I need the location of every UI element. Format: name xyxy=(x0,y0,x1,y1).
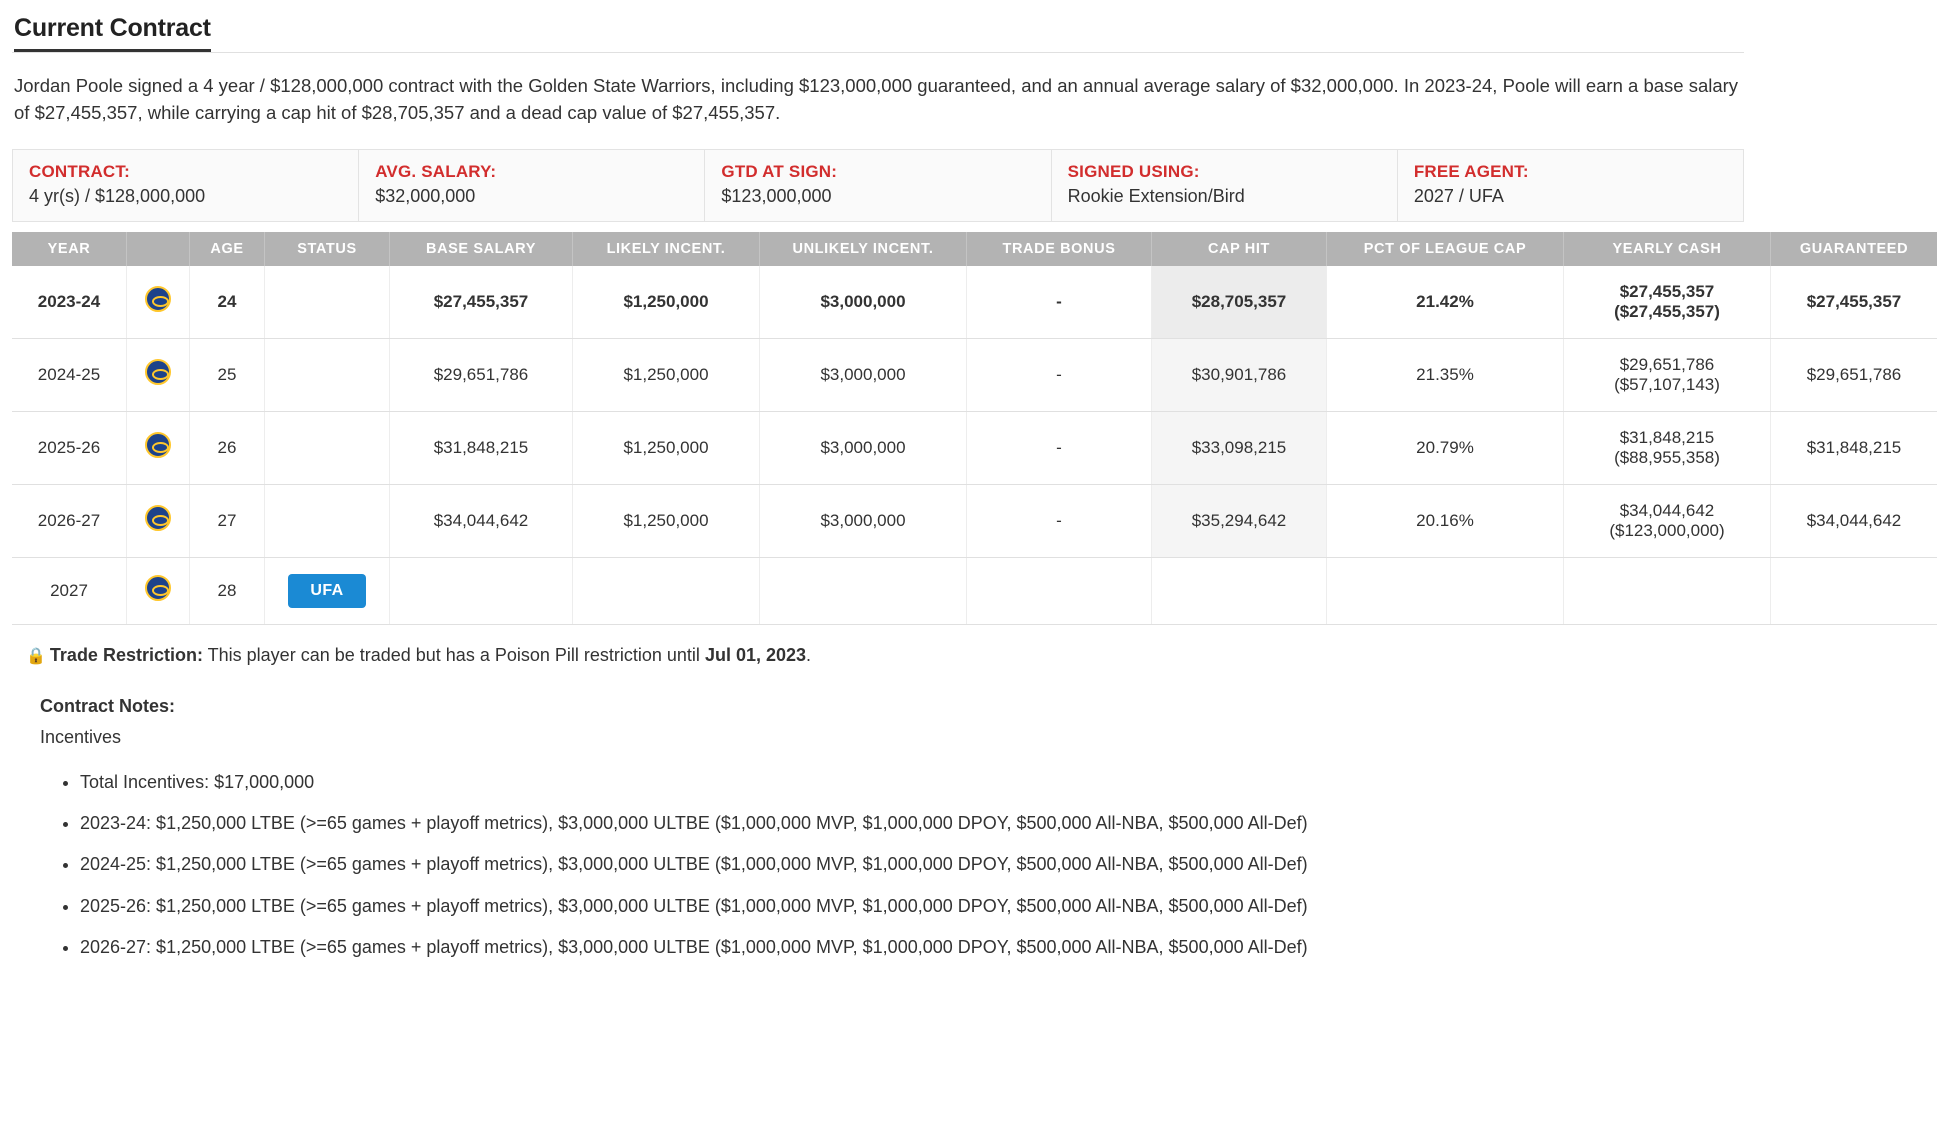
cell-trade-bonus: - xyxy=(967,484,1152,557)
th-guaranteed: GUARANTEED xyxy=(1771,232,1937,266)
summary-cell-avg-salary xyxy=(359,150,705,221)
cell-guaranteed xyxy=(1771,557,1937,624)
cell-cap-hit: $28,705,357 xyxy=(1152,266,1327,339)
th-unlikely-incentives: UNLIKELY INCENT. xyxy=(760,232,967,266)
cell-team-logo xyxy=(127,411,190,484)
cell-team-logo xyxy=(127,557,190,624)
cell-year: 2024-25 xyxy=(12,338,127,411)
cell-yearly-cash-cumulative: ($88,955,358) xyxy=(1614,447,1720,467)
cell-yearly-cash-value: $34,044,642 xyxy=(1619,500,1715,520)
status-badge: UFA xyxy=(288,574,365,608)
cell-likely-incentives: $1,250,000 xyxy=(573,266,760,339)
cell-age: 28 xyxy=(190,557,265,624)
summary-value-avg-salary: $32,000,000 xyxy=(375,185,476,206)
cell-base-salary xyxy=(390,557,573,624)
cell-yearly-cash-cumulative: ($57,107,143) xyxy=(1614,374,1720,394)
list-item: • 2026-27: $1,250,000 LTBE (>=65 games + playoff metrics), $3,000,000 ULTBE ($1,000,000 MVP, $1,000,000 DPOY, $500,000 All-NBA, $500,000 All-Def) xyxy=(80,935,1744,959)
cell-cap-hit xyxy=(1152,557,1327,624)
contract-summary-paragraph: Jordan Poole signed a 4 year / $128,000,000 contract with the Golden State Warriors, including $123,000,000 guaranteed, and an annual average salary of $32,000,000. In 2023-24, Poole will earn a base salary of $27,455,357, while carrying a cap hit of $28,705,357 and a dead cap value of $27,455,357. xyxy=(14,75,1739,123)
summary-label-signed-using: SIGNED USING: xyxy=(1067,161,1200,181)
trade-restriction-text: This player can be traded but has a Poison Pill restriction until xyxy=(207,644,700,665)
table-row xyxy=(12,557,1937,624)
summary-label-gtd-at-sign: GTD AT SIGN: xyxy=(721,161,838,181)
cell-yearly-cash xyxy=(1564,557,1771,624)
contract-table-body xyxy=(12,266,1937,625)
cell-yearly-cash xyxy=(1564,266,1771,339)
trade-restriction xyxy=(26,645,1744,666)
summary-value-contract: 4 yr(s) / $128,000,000 xyxy=(29,185,206,206)
th-age: AGE xyxy=(190,232,265,266)
summary-value-free-agent: 2027 / UFA xyxy=(1413,185,1504,206)
th-cap-hit: CAP HIT xyxy=(1152,232,1327,266)
summary-value-gtd-at-sign: $123,000,000 xyxy=(721,185,832,206)
cell-cap-hit: $35,294,642 xyxy=(1152,484,1327,557)
cell-unlikely-incentives xyxy=(760,557,967,624)
cell-status xyxy=(265,484,390,557)
cell-pct-of-league-cap: 21.42% xyxy=(1327,266,1564,339)
th-team-logo xyxy=(127,232,190,266)
cell-age: 25 xyxy=(190,338,265,411)
cell-pct-of-league-cap: 20.16% xyxy=(1327,484,1564,557)
list-item: • 2023-24: $1,250,000 LTBE (>=65 games + playoff metrics), $3,000,000 ULTBE ($1,000,000 MVP, $1,000,000 DPOY, $500,000 All-NBA, $500,000 All-Def) xyxy=(80,811,1744,835)
table-header-row xyxy=(12,232,1937,266)
th-trade-bonus: TRADE BONUS xyxy=(967,232,1152,266)
summary-cell-gtd-at-sign xyxy=(705,150,1051,221)
cell-likely-incentives xyxy=(573,557,760,624)
cell-trade-bonus: - xyxy=(967,338,1152,411)
cell-unlikely-incentives: $3,000,000 xyxy=(760,411,967,484)
cell-yearly-cash-value: $31,848,215 xyxy=(1619,427,1715,447)
cell-yearly-cash xyxy=(1564,484,1771,557)
summary-cell-contract xyxy=(13,150,359,221)
cell-status xyxy=(265,557,390,624)
contract-notes-heading: Contract Notes: xyxy=(40,695,176,716)
contract-summary-strip xyxy=(12,149,1744,222)
title-divider xyxy=(12,52,1744,53)
cell-age: 26 xyxy=(190,411,265,484)
th-status: STATUS xyxy=(265,232,390,266)
summary-cell-free-agent xyxy=(1398,150,1743,221)
cell-yearly-cash-cumulative: ($27,455,357) xyxy=(1614,301,1720,321)
cell-yearly-cash xyxy=(1564,411,1771,484)
warriors-logo-icon xyxy=(145,286,171,312)
list-item: • 2025-26: $1,250,000 LTBE (>=65 games + playoff metrics), $3,000,000 ULTBE ($1,000,000 MVP, $1,000,000 DPOY, $500,000 All-NBA, $500,000 All-Def) xyxy=(80,894,1744,918)
cell-team-logo xyxy=(127,266,190,339)
table-row xyxy=(12,338,1937,411)
th-year: YEAR xyxy=(12,232,127,266)
cell-trade-bonus xyxy=(967,557,1152,624)
cell-guaranteed: $27,455,357 xyxy=(1771,266,1937,339)
cell-yearly-cash-value: $27,455,357 xyxy=(1619,281,1715,301)
warriors-logo-icon xyxy=(145,359,171,385)
cell-team-logo xyxy=(127,484,190,557)
summary-cell-signed-using xyxy=(1052,150,1398,221)
table-row xyxy=(12,411,1937,484)
cell-unlikely-incentives: $3,000,000 xyxy=(760,338,967,411)
summary-label-contract: CONTRACT: xyxy=(29,161,130,181)
cell-base-salary: $31,848,215 xyxy=(390,411,573,484)
contract-table-head xyxy=(12,232,1937,266)
summary-value-signed-using: Rookie Extension/Bird xyxy=(1067,185,1245,206)
page-title: Current Contract xyxy=(14,14,211,52)
table-row xyxy=(12,484,1937,557)
page-title-wrap xyxy=(12,14,1744,52)
trade-restriction-period: . xyxy=(806,644,812,665)
list-item: • Total Incentives: $17,000,000 xyxy=(80,770,1744,794)
summary-label-avg-salary: AVG. SALARY: xyxy=(375,161,497,181)
cell-year: 2025-26 xyxy=(12,411,127,484)
contract-table xyxy=(12,232,1937,625)
cell-status xyxy=(265,411,390,484)
th-likely-incentives: LIKELY INCENT. xyxy=(573,232,760,266)
lock-icon: 🔒 xyxy=(26,647,46,665)
cell-guaranteed: $29,651,786 xyxy=(1771,338,1937,411)
cell-guaranteed: $31,848,215 xyxy=(1771,411,1937,484)
cell-base-salary: $29,651,786 xyxy=(390,338,573,411)
list-item: • 2024-25: $1,250,000 LTBE (>=65 games + playoff metrics), $3,000,000 ULTBE ($1,000,000 MVP, $1,000,000 DPOY, $500,000 All-NBA, $500,000 All-Def) xyxy=(80,852,1744,876)
cell-team-logo xyxy=(127,338,190,411)
cell-yearly-cash-cumulative: ($123,000,000) xyxy=(1609,520,1725,540)
contract-notes-list xyxy=(12,770,1744,959)
cell-cap-hit: $33,098,215 xyxy=(1152,411,1327,484)
contract-notes-subheading: Incentives xyxy=(40,726,122,747)
cell-likely-incentives: $1,250,000 xyxy=(573,338,760,411)
cell-base-salary: $34,044,642 xyxy=(390,484,573,557)
cell-status xyxy=(265,338,390,411)
cell-pct-of-league-cap xyxy=(1327,557,1564,624)
cell-base-salary: $27,455,357 xyxy=(390,266,573,339)
cell-likely-incentives: $1,250,000 xyxy=(573,411,760,484)
th-pct-of-league-cap: PCT OF LEAGUE CAP xyxy=(1327,232,1564,266)
table-row xyxy=(12,266,1937,339)
warriors-logo-icon xyxy=(145,575,171,601)
cell-yearly-cash-value: $29,651,786 xyxy=(1619,354,1715,374)
cell-year: 2023-24 xyxy=(12,266,127,339)
cell-unlikely-incentives: $3,000,000 xyxy=(760,484,967,557)
cell-status xyxy=(265,266,390,339)
cell-unlikely-incentives: $3,000,000 xyxy=(760,266,967,339)
cell-likely-incentives: $1,250,000 xyxy=(573,484,760,557)
cell-pct-of-league-cap: 21.35% xyxy=(1327,338,1564,411)
cell-age: 27 xyxy=(190,484,265,557)
cell-age: 24 xyxy=(190,266,265,339)
trade-restriction-label: Trade Restriction: xyxy=(49,644,203,665)
warriors-logo-icon xyxy=(145,432,171,458)
cell-trade-bonus: - xyxy=(967,411,1152,484)
th-base-salary: BASE SALARY xyxy=(390,232,573,266)
cell-guaranteed: $34,044,642 xyxy=(1771,484,1937,557)
cell-yearly-cash xyxy=(1564,338,1771,411)
th-yearly-cash: YEARLY CASH xyxy=(1564,232,1771,266)
cell-year: 2027 xyxy=(12,557,127,624)
summary-label-free-agent: FREE AGENT: xyxy=(1413,161,1529,181)
cell-year: 2026-27 xyxy=(12,484,127,557)
cell-cap-hit: $30,901,786 xyxy=(1152,338,1327,411)
cell-pct-of-league-cap: 20.79% xyxy=(1327,411,1564,484)
cell-trade-bonus: - xyxy=(967,266,1152,339)
trade-restriction-date: Jul 01, 2023 xyxy=(704,644,807,665)
warriors-logo-icon xyxy=(145,505,171,531)
